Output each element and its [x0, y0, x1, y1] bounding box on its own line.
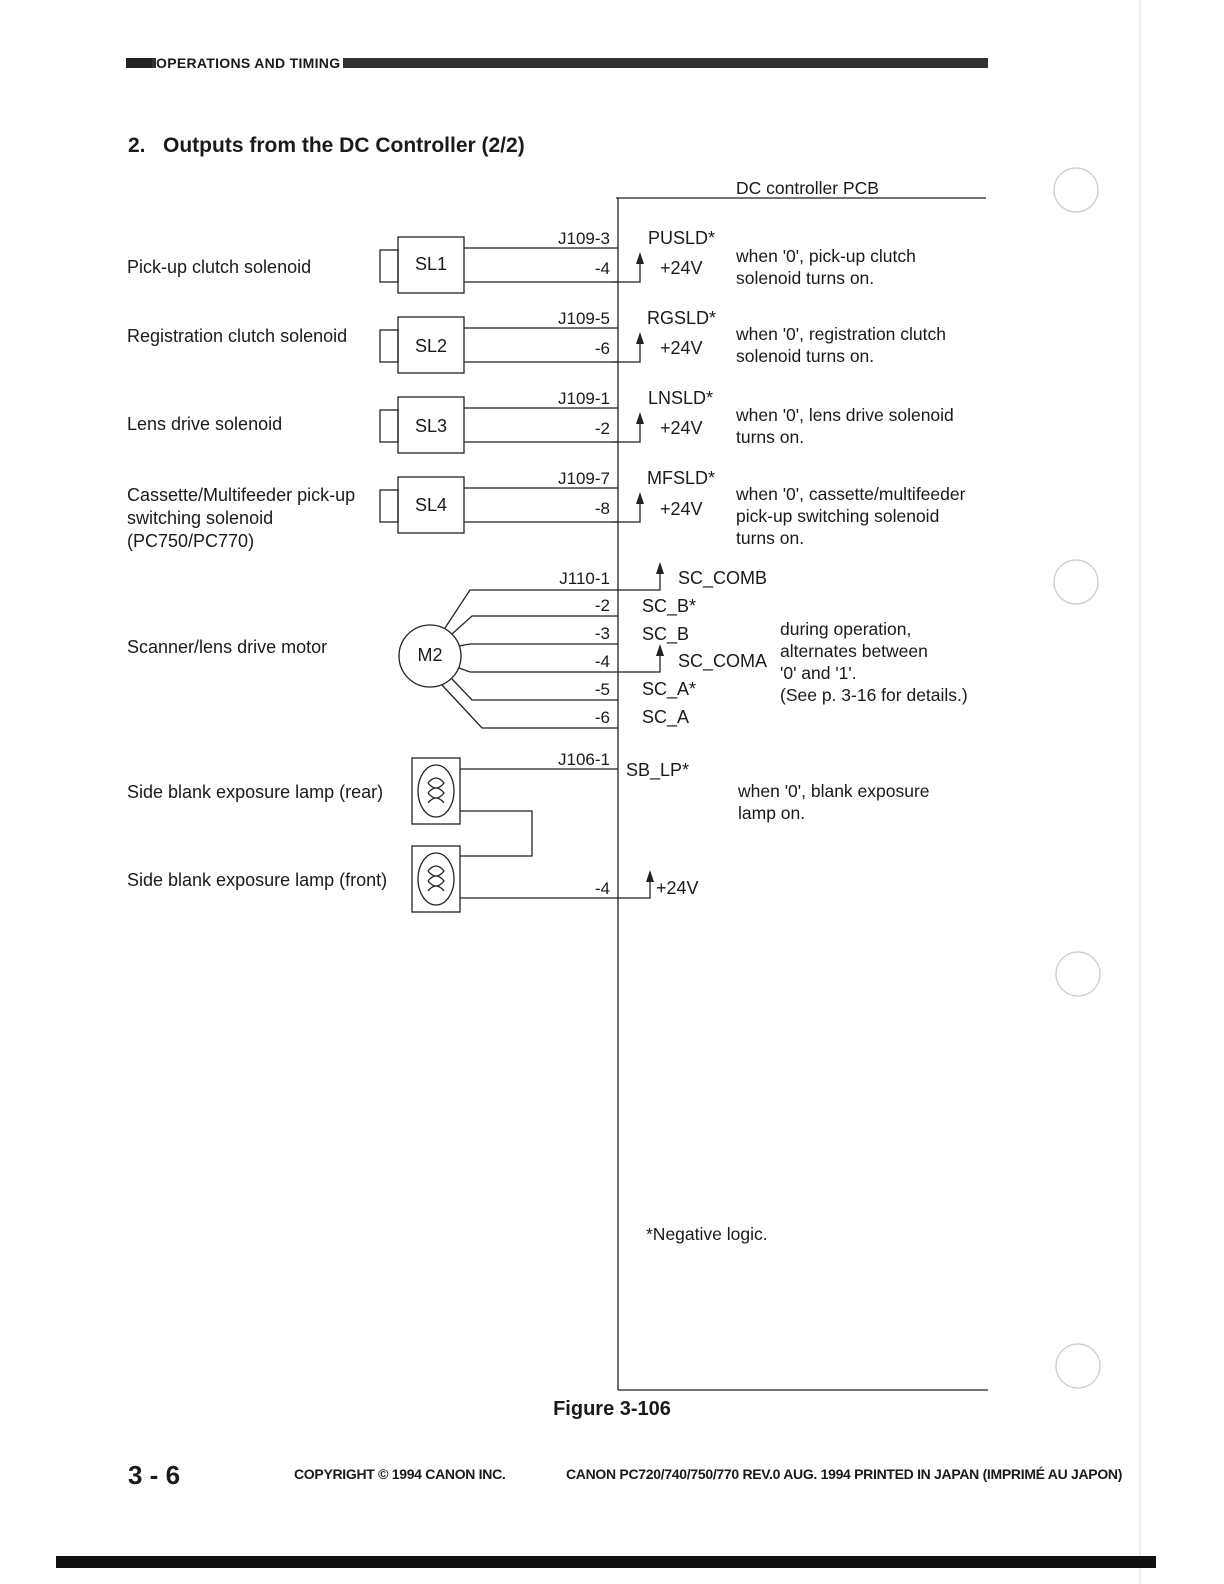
figure-caption	[0, 1398, 1224, 1421]
lamp-24v-lead	[618, 878, 650, 898]
motor-pin-5: -5	[594, 680, 610, 699]
motor-signal-1: SC_COMB	[678, 568, 768, 588]
motor-signal-2: SC_B*	[642, 596, 697, 616]
sl3-label: SL3	[414, 416, 448, 436]
sl4-24v-lead	[612, 502, 640, 522]
motor-pin-2: -2	[594, 596, 610, 615]
copyright: COPYRIGHT © 1994 CANON INC.	[294, 1466, 506, 1482]
lamp-front-name: Side blank exposure lamp (front)	[127, 870, 388, 890]
motor-signal-6: SC_A	[642, 707, 690, 727]
lamp-signal: SB_LP*	[626, 760, 690, 780]
sl4-pin-top: J109-7	[558, 469, 610, 488]
lamp-front-filament	[428, 866, 444, 891]
motor-name: Scanner/lens drive motor	[127, 637, 328, 657]
motor-pin-6: -6	[594, 708, 610, 727]
motor-note: during operation, alternates between '0' and '1'. (See p. 3-16 for details.)	[780, 619, 968, 705]
sl4-signal: MFSLD*	[647, 468, 716, 488]
sl3-pin-top: J109-1	[558, 389, 610, 408]
lamp-rear-name: Side blank exposure lamp (rear)	[127, 782, 384, 802]
sl2-note: when '0', registration clutch solenoid turns on.	[736, 324, 946, 366]
motor-signal-4: SC_COMA	[678, 651, 768, 671]
figure-caption-text: Figure 3-106	[553, 1398, 671, 1420]
sl1-signal: PUSLD*	[648, 228, 716, 248]
sl1-pin-bottom: -4	[594, 259, 610, 278]
lamp-note: when '0', blank exposure lamp on.	[738, 781, 930, 823]
sl3-24v-lead	[612, 422, 640, 442]
sl1-plunger	[380, 250, 398, 282]
sl4-plunger	[380, 490, 398, 522]
sl4-voltage: +24V	[660, 499, 703, 519]
sl3-pin-bottom: -2	[594, 419, 610, 438]
header-section-title: OPERATIONS AND TIMING	[156, 55, 343, 71]
sl2-24v-lead	[612, 342, 640, 362]
lamp-jumper	[460, 811, 532, 856]
sl3-note: when '0', lens drive solenoid turns on.	[736, 405, 954, 447]
sl3-plunger	[380, 410, 398, 442]
lamp-voltage: +24V	[656, 878, 699, 898]
sl4-label: SL4	[414, 495, 448, 515]
sl2-pin-top: J109-5	[558, 309, 610, 328]
lamp-pin-bottom: -4	[594, 879, 610, 898]
footnote: *Negative logic.	[646, 1224, 768, 1244]
motor-pin-1: J110-1	[559, 569, 610, 588]
model-info: CANON PC720/740/750/770 REV.0 AUG. 1994 PRINTED IN JAPAN (IMPRIMÉ AU JAPON)	[566, 1466, 1123, 1482]
sl2-plunger	[380, 330, 398, 362]
sl2-pin-bottom: -6	[594, 339, 610, 358]
lamp-front-bulb	[418, 853, 454, 905]
sl3-voltage: +24V	[660, 418, 703, 438]
motor-signal-3: SC_B	[642, 624, 690, 644]
motor-label: M2	[417, 645, 443, 665]
lamp-pin-top: J106-1	[558, 750, 610, 769]
page-title: 2. Outputs from the DC Controller (2/2)	[128, 134, 525, 157]
page-number: 3 - 6	[128, 1460, 181, 1490]
sl1-24v-lead	[612, 262, 640, 282]
sl3-name: Lens drive solenoid	[127, 414, 283, 434]
m2-coma-lead	[618, 652, 660, 672]
lamp-rear-filament	[428, 778, 444, 803]
sl1-name: Pick-up clutch solenoid	[127, 257, 312, 277]
m2-wire-3	[459, 644, 618, 646]
sl1-pin-top: J109-3	[558, 229, 610, 248]
lamp-rear-box	[412, 758, 460, 824]
lamp-front-box	[412, 846, 460, 912]
sl2-name: Registration clutch solenoid	[127, 326, 348, 346]
m2-comb-lead	[618, 570, 660, 590]
sl1-label: SL1	[414, 254, 448, 274]
sl1-voltage: +24V	[660, 258, 703, 278]
sl2-signal: RGSLD*	[647, 308, 717, 328]
pcb-label: DC controller PCB	[736, 178, 879, 198]
sl4-note: when '0', cassette/multifeeder pick-up switching solenoid turns on.	[736, 484, 966, 548]
motor-pin-3: -3	[594, 624, 610, 643]
sl2-label: SL2	[414, 336, 448, 356]
motor-pin-4: -4	[594, 652, 610, 671]
bottom-scan-strip	[56, 1556, 1156, 1568]
sl1-note: when '0', pick-up clutch solenoid turns on.	[736, 246, 916, 288]
sl4-pin-bottom: -8	[594, 499, 610, 518]
sl4-name: Cassette/Multifeeder pick-up switching solenoid (PC750/PC770)	[127, 485, 356, 551]
sl2-voltage: +24V	[660, 338, 703, 358]
lamp-rear-bulb	[418, 765, 454, 817]
sl3-signal: LNSLD*	[648, 388, 714, 408]
motor-signal-5: SC_A*	[642, 679, 697, 699]
